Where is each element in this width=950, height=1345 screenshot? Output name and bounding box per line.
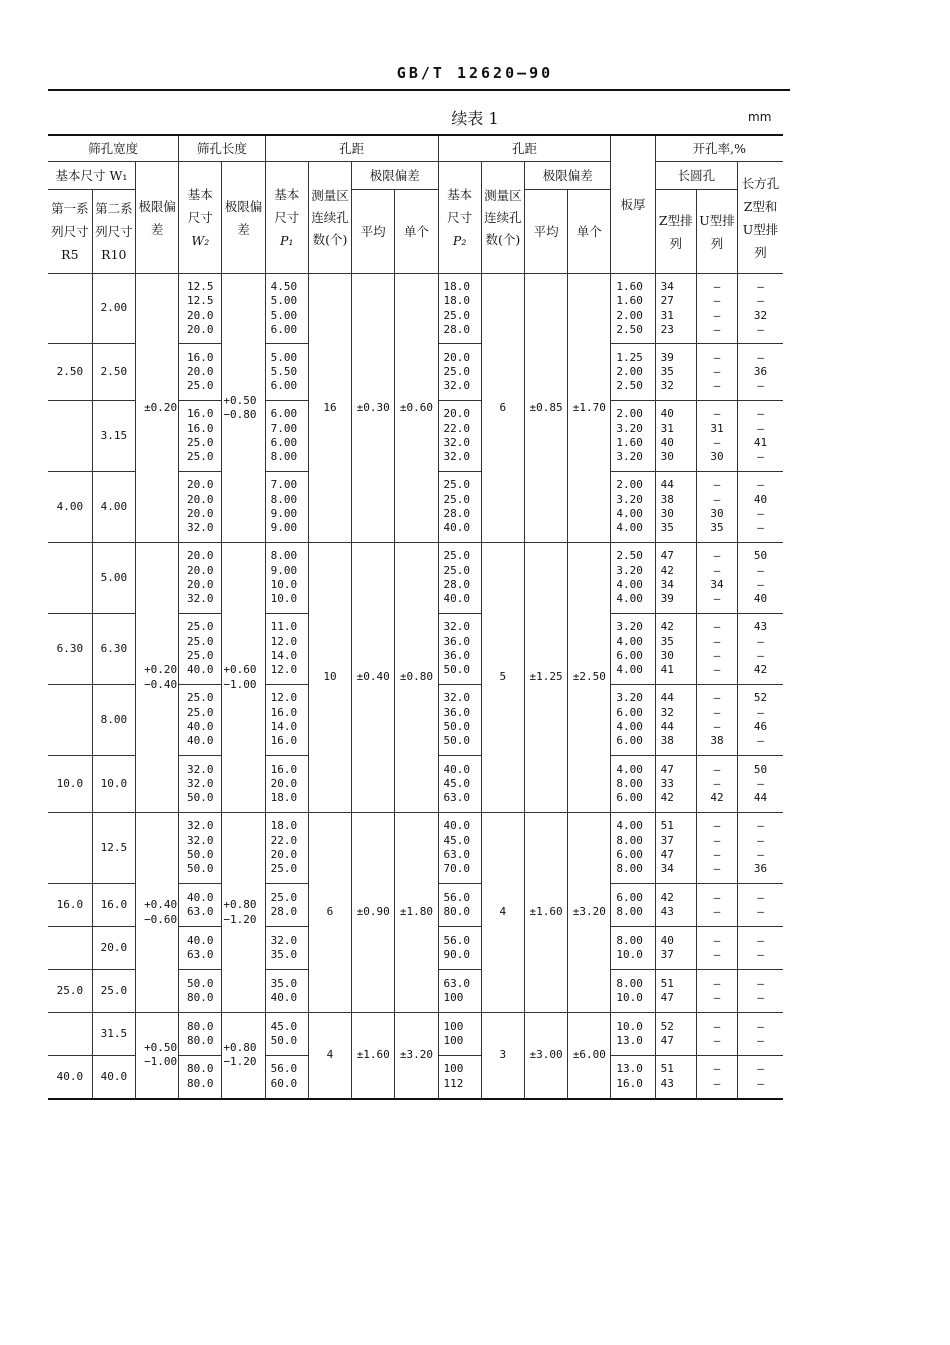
- header-rule: [48, 89, 790, 91]
- w1-limit-dev: ±0.20: [135, 274, 178, 543]
- p1-avg1: ±0.90: [352, 813, 395, 1013]
- p1-m1: 16: [308, 274, 351, 543]
- u-type-values: — —: [696, 1056, 737, 1099]
- u-type-values: — —: [696, 927, 737, 970]
- thickness-values: 3.20 6.00 4.00 6.00: [611, 685, 655, 756]
- zu-type-values: 43 — — 42: [738, 614, 783, 685]
- hdr-avg-2: 平均: [524, 190, 567, 274]
- p2-avg2: ±1.60: [524, 813, 567, 1013]
- p1-avg1: ±0.40: [352, 543, 395, 813]
- w1-limit-dev: +0.40 −0.60: [135, 813, 178, 1013]
- r10-size: 31.5: [92, 1013, 135, 1056]
- w2-values: 20.0 20.0 20.0 32.0: [179, 543, 222, 614]
- hdr-oblong: 长圆孔: [655, 162, 737, 190]
- z-type-values: 40 37: [655, 927, 696, 970]
- r10-size: 10.0: [92, 756, 135, 813]
- table-row: [48, 543, 783, 614]
- p2-m2: 4: [481, 813, 524, 1013]
- r10-size: 2.00: [92, 274, 135, 344]
- r5-size: [48, 927, 92, 970]
- u-type-values: — —: [696, 970, 737, 1013]
- zu-type-values: — 36 —: [738, 344, 783, 401]
- zu-type-values: — 40 — —: [738, 472, 783, 543]
- p2-values: 32.0 36.0 50.0 50.0: [438, 685, 481, 756]
- p1-values: 6.00 7.00 6.00 8.00: [265, 401, 308, 472]
- p1-single1: ±0.60: [395, 274, 438, 543]
- p1-single1: ±0.80: [395, 543, 438, 813]
- sieve-data-table: [48, 134, 783, 1100]
- p2-values: 25.0 25.0 28.0 40.0: [438, 472, 481, 543]
- w2-values: 80.0 80.0: [179, 1013, 222, 1056]
- w2-values: 80.0 80.0: [179, 1056, 222, 1099]
- p1-m1: 10: [308, 543, 351, 813]
- z-type-values: 42 43: [655, 884, 696, 927]
- z-type-values: 51 43: [655, 1056, 696, 1099]
- thickness-values: 4.00 8.00 6.00: [611, 756, 655, 813]
- hdr-basic-w2: 基本 尺寸 W₂: [179, 162, 222, 274]
- p2-m2: 6: [481, 274, 524, 543]
- r5-size: 4.00: [48, 472, 92, 543]
- p2-values: 40.0 45.0 63.0: [438, 756, 481, 813]
- u-type-values: — —: [696, 1013, 737, 1056]
- zu-type-values: — — 41 —: [738, 401, 783, 472]
- u-type-values: — — — —: [696, 274, 737, 344]
- p1-values: 35.0 40.0: [265, 970, 308, 1013]
- hdr-basic-p1: 基本 尺寸 P₁: [265, 162, 308, 274]
- table-title: 续表 1: [451, 109, 499, 128]
- hdr-z-type: Z型排列: [655, 190, 696, 274]
- hdr-u-type: U型排列: [696, 190, 737, 274]
- u-type-values: — — 34 —: [696, 543, 737, 614]
- r5-size: [48, 543, 92, 614]
- hdr-series2: 第二系列尺寸 R10: [92, 190, 135, 274]
- p2-single2: ±1.70: [568, 274, 611, 543]
- r10-size: 4.00: [92, 472, 135, 543]
- r10-size: 2.50: [92, 344, 135, 401]
- thickness-values: 1.60 1.60 2.00 2.50: [611, 274, 655, 344]
- table-row: [48, 1013, 783, 1056]
- w2-values: 32.0 32.0 50.0 50.0: [179, 813, 222, 884]
- w2-values: 12.5 12.5 20.0 20.0: [179, 274, 222, 344]
- r5-size: [48, 813, 92, 884]
- p1-values: 5.00 5.50 6.00: [265, 344, 308, 401]
- w2-limit-dev: +0.50 −0.80: [222, 274, 265, 543]
- thickness-values: 2.00 3.20 1.60 3.20: [611, 401, 655, 472]
- w2-limit-dev: +0.80 −1.20: [222, 1013, 265, 1099]
- hdr-sieve-length: 筛孔长度: [179, 135, 265, 162]
- r5-size: [48, 1013, 92, 1056]
- w2-values: 50.0 80.0: [179, 970, 222, 1013]
- p1-avg1: ±1.60: [352, 1013, 395, 1099]
- hdr-pitch-p2: 孔距: [438, 135, 611, 162]
- p2-values: 18.0 18.0 25.0 28.0: [438, 274, 481, 344]
- r5-size: 40.0: [48, 1056, 92, 1099]
- p1-single1: ±1.80: [395, 813, 438, 1013]
- p1-values: 11.0 12.0 14.0 12.0: [265, 614, 308, 685]
- zu-type-values: — —: [738, 884, 783, 927]
- r10-size: 5.00: [92, 543, 135, 614]
- thickness-values: 8.00 10.0: [611, 927, 655, 970]
- p1-values: 18.0 22.0 20.0 25.0: [265, 813, 308, 884]
- p2-values: 32.0 36.0 36.0 50.0: [438, 614, 481, 685]
- p1-values: 56.0 60.0: [265, 1056, 308, 1099]
- zu-type-values: 50 — — 40: [738, 543, 783, 614]
- u-type-values: — — 42: [696, 756, 737, 813]
- w2-values: 25.0 25.0 40.0 40.0: [179, 685, 222, 756]
- u-type-values: — — — 38: [696, 685, 737, 756]
- zu-type-values: 52 — 46 —: [738, 685, 783, 756]
- zu-type-values: — —: [738, 927, 783, 970]
- z-type-values: 42 35 30 41: [655, 614, 696, 685]
- p1-values: 16.0 20.0 18.0: [265, 756, 308, 813]
- thickness-values: 1.25 2.00 2.50: [611, 344, 655, 401]
- r10-size: 40.0: [92, 1056, 135, 1099]
- r10-size: 16.0: [92, 884, 135, 927]
- hdr-sieve-width: 筛孔宽度: [48, 135, 179, 162]
- p2-values: 100 112: [438, 1056, 481, 1099]
- r5-size: [48, 685, 92, 756]
- z-type-values: 44 32 44 38: [655, 685, 696, 756]
- w1-limit-dev: +0.20 −0.40: [135, 543, 178, 813]
- thickness-values: 10.0 13.0: [611, 1013, 655, 1056]
- z-type-values: 51 47: [655, 970, 696, 1013]
- p1-values: 8.00 9.00 10.0 10.0: [265, 543, 308, 614]
- w1-limit-dev: +0.50 −1.00: [135, 1013, 178, 1099]
- z-type-values: 39 35 32: [655, 344, 696, 401]
- p2-values: 40.0 45.0 63.0 70.0: [438, 813, 481, 884]
- unit-label: mm: [748, 110, 772, 124]
- r5-size: [48, 274, 92, 344]
- z-type-values: 52 47: [655, 1013, 696, 1056]
- hdr-measure-count: 测量区连续孔数(个): [308, 162, 351, 274]
- z-type-values: 47 42 34 39: [655, 543, 696, 614]
- thickness-values: 4.00 8.00 6.00 8.00: [611, 813, 655, 884]
- thickness-values: 6.00 8.00: [611, 884, 655, 927]
- p1-m1: 6: [308, 813, 351, 1013]
- p1-avg1: ±0.30: [352, 274, 395, 543]
- r10-size: 8.00: [92, 685, 135, 756]
- hdr-w1-limit-dev: 极限偏差: [135, 162, 178, 274]
- hdr-thickness: 板厚: [611, 135, 655, 274]
- hdr-pitch-p1: 孔距: [265, 135, 438, 162]
- p2-single2: ±6.00: [568, 1013, 611, 1099]
- thickness-values: 3.20 4.00 6.00 4.00: [611, 614, 655, 685]
- p2-values: 56.0 80.0: [438, 884, 481, 927]
- r10-size: 20.0: [92, 927, 135, 970]
- table-row: [48, 274, 783, 344]
- r5-size: 6.30: [48, 614, 92, 685]
- r10-size: 3.15: [92, 401, 135, 472]
- p2-single2: ±2.50: [568, 543, 611, 813]
- p1-single1: ±3.20: [395, 1013, 438, 1099]
- p1-m1: 4: [308, 1013, 351, 1099]
- p2-single2: ±3.20: [568, 813, 611, 1013]
- z-type-values: 44 38 30 35: [655, 472, 696, 543]
- zu-type-values: — —: [738, 970, 783, 1013]
- u-type-values: — — —: [696, 344, 737, 401]
- zu-type-values: 50 — 44: [738, 756, 783, 813]
- thickness-values: 2.50 3.20 4.00 4.00: [611, 543, 655, 614]
- hdr-basic-w1: 基本尺寸 W₁: [48, 162, 135, 190]
- w2-values: 16.0 16.0 25.0 25.0: [179, 401, 222, 472]
- w2-values: 40.0 63.0: [179, 884, 222, 927]
- p1-values: 25.0 28.0: [265, 884, 308, 927]
- u-type-values: — 31 — 30: [696, 401, 737, 472]
- p1-values: 4.50 5.00 5.00 6.00: [265, 274, 308, 344]
- table-row: [48, 813, 783, 884]
- w2-values: 25.0 25.0 25.0 40.0: [179, 614, 222, 685]
- thickness-values: 13.0 16.0: [611, 1056, 655, 1099]
- z-type-values: 34 27 31 23: [655, 274, 696, 344]
- r5-size: [48, 401, 92, 472]
- hdr-rect-zu: 长方孔 Z型和U型排列: [738, 162, 783, 274]
- z-type-values: 47 33 42: [655, 756, 696, 813]
- w2-values: 32.0 32.0 50.0: [179, 756, 222, 813]
- z-type-values: 51 37 47 34: [655, 813, 696, 884]
- p2-avg2: ±3.00: [524, 1013, 567, 1099]
- p1-values: 45.0 50.0: [265, 1013, 308, 1056]
- hdr-measure-count-2: 测量区连续孔数(个): [481, 162, 524, 274]
- p1-values: 32.0 35.0: [265, 927, 308, 970]
- u-type-values: — — 30 35: [696, 472, 737, 543]
- zu-type-values: — —: [738, 1013, 783, 1056]
- r10-size: 25.0: [92, 970, 135, 1013]
- r5-size: 10.0: [48, 756, 92, 813]
- p2-values: 25.0 25.0 28.0 40.0: [438, 543, 481, 614]
- r5-size: 16.0: [48, 884, 92, 927]
- standard-code: GB/T 12620—90: [396, 64, 554, 82]
- w2-values: 20.0 20.0 20.0 32.0: [179, 472, 222, 543]
- p1-values: 7.00 8.00 9.00 9.00: [265, 472, 308, 543]
- p2-values: 56.0 90.0: [438, 927, 481, 970]
- w2-values: 40.0 63.0: [179, 927, 222, 970]
- p1-values: 12.0 16.0 14.0 16.0: [265, 685, 308, 756]
- w2-limit-dev: +0.80 −1.20: [222, 813, 265, 1013]
- hdr-w2-limit-dev: 极限偏差: [222, 162, 265, 274]
- r10-size: 12.5: [92, 813, 135, 884]
- p2-values: 20.0 25.0 32.0: [438, 344, 481, 401]
- p2-values: 20.0 22.0 32.0 32.0: [438, 401, 481, 472]
- hdr-basic-p2: 基本 尺寸 P₂: [438, 162, 481, 274]
- w2-limit-dev: +0.60 −1.00: [222, 543, 265, 813]
- p2-m2: 5: [481, 543, 524, 813]
- hdr-open-rate: 开孔率,%: [655, 135, 783, 162]
- z-type-values: 40 31 40 30: [655, 401, 696, 472]
- u-type-values: — — — —: [696, 614, 737, 685]
- w2-values: 16.0 20.0 25.0: [179, 344, 222, 401]
- p2-m2: 3: [481, 1013, 524, 1099]
- zu-type-values: — — 32 —: [738, 274, 783, 344]
- thickness-values: 8.00 10.0: [611, 970, 655, 1013]
- zu-type-values: — —: [738, 1056, 783, 1099]
- hdr-single-2: 单个: [568, 190, 611, 274]
- hdr-series1: 第一系列尺寸 R5: [48, 190, 92, 274]
- r5-size: 2.50: [48, 344, 92, 401]
- thickness-values: 2.00 3.20 4.00 4.00: [611, 472, 655, 543]
- u-type-values: — — — —: [696, 813, 737, 884]
- hdr-avg: 平均: [352, 190, 395, 274]
- u-type-values: — —: [696, 884, 737, 927]
- hdr-single: 单个: [395, 190, 438, 274]
- zu-type-values: — — — 36: [738, 813, 783, 884]
- p2-values: 100 100: [438, 1013, 481, 1056]
- p2-avg2: ±1.25: [524, 543, 567, 813]
- p2-values: 63.0 100: [438, 970, 481, 1013]
- r10-size: 6.30: [92, 614, 135, 685]
- r5-size: 25.0: [48, 970, 92, 1013]
- hdr-p2-limit-dev: 极限偏差: [524, 162, 610, 190]
- p2-avg2: ±0.85: [524, 274, 567, 543]
- hdr-p1-limit-dev: 极限偏差: [352, 162, 438, 190]
